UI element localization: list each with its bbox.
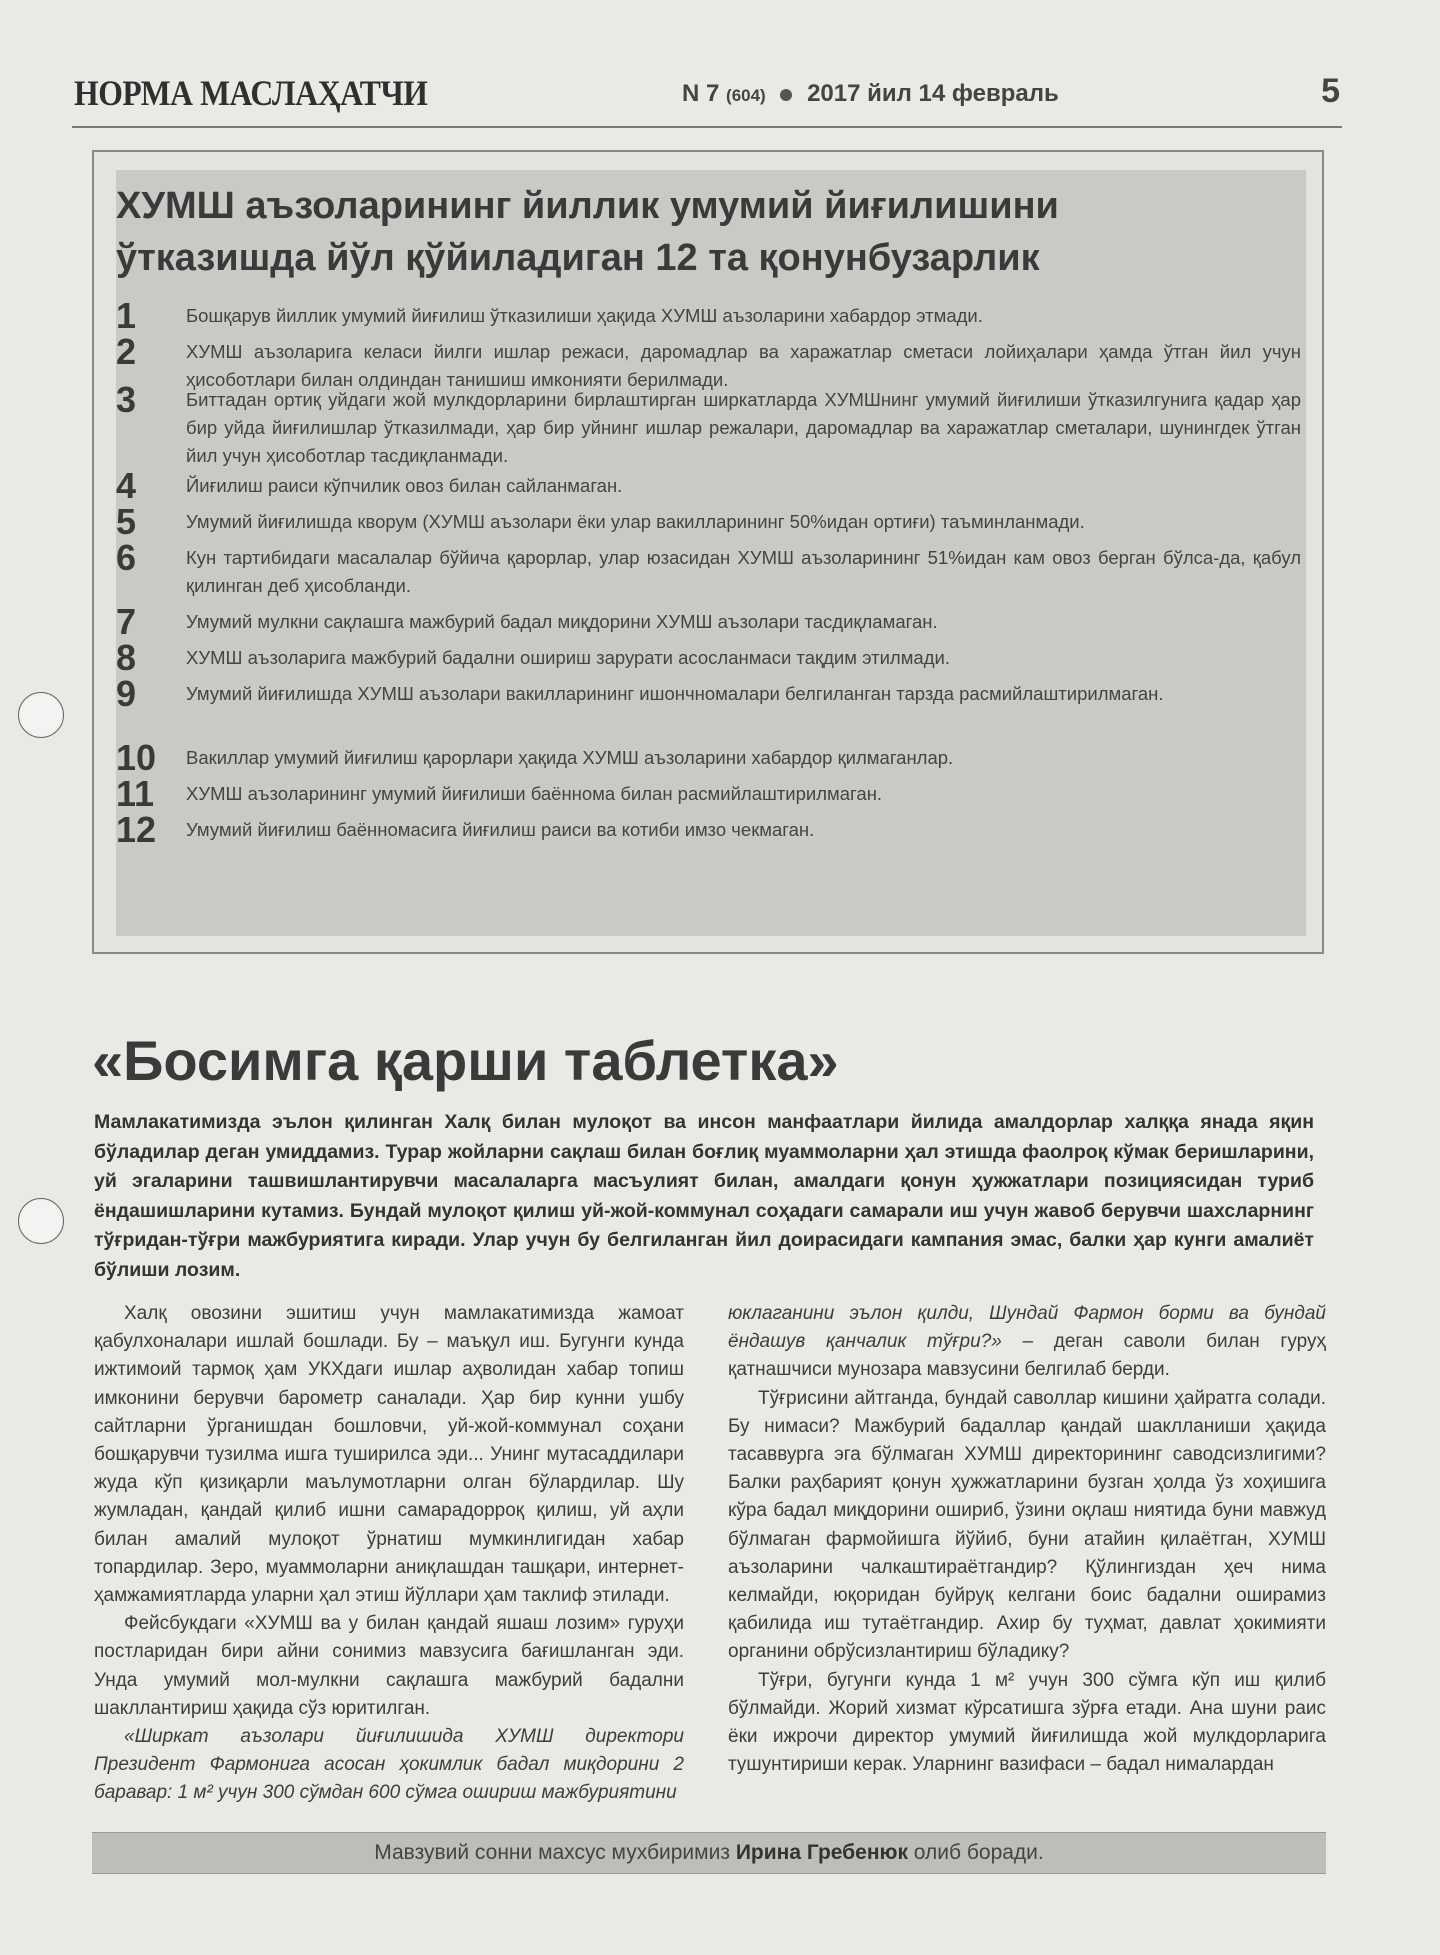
paragraph: Тўғрисини айтганда, бундай саволлар кишини ҳайратга солади. Бу нимаси? Мажбурий бадаллар қандай шаклланиши ҳақида тасаввурга эга бўлмаган ХУМШ директорининг саводсизлигими? Балки раҳбарият қонун ҳужжатларини бузган ҳолда ўз хоҳишига кўра бадал миқдорини ошириб, ўзини оқлаш ниятида буни мавжуд бўлмаган фармойишга йўйиб, буни атайин қилаётган, ХУМШ аъзоларини чалкаштираётгандир? Қўлингиздан ҳеч нима келмайди, юқоридан буйруқ келгани боис бадални оширамиз қабилида иш тутаётгандир. Ахир бу туҳмат, давлат ҳокимияти органини обрўсизлантириш бўладику? [728,1387,1326,1663]
paragraph: Тўғри, бугунги кунда 1 м² учун 300 сўмга кўп иш қилиб бўлмайди. Жорий хизмат кўрсатишга зўрға етади. Ана шуни раис ёки ижрочи директор умумий йиғилишда жой мулкдорларига тушунтириши керак. Уларнинг вазифаси – бадал нималардан [728,1669,1326,1776]
violation-text: Кун тартибидаги масалалар бўйича қарорлар, улар юзасидан ХУМШ аъзоларининг 51%идан кам овоз берган бўлса-да, қабул қилинган деб ҳисобланди. [186,547,1301,596]
violation-number: 3 [116,379,137,420]
punch-hole-icon [18,692,64,738]
violation-number: 12 [116,809,157,850]
article-lead: Мамлакатимизда эълон қилинган Халқ билан мулоқот ва инсон манфаатлари йилида амалдорлар халққа янада яқин бўладилар деган умиддамиз. Турар жойларни сақлаш билан боғлиқ муаммоларни ҳал этишда фаолроқ кўмак беришларини, уй эгаларини ташвишлантирувчи масалаларга масъулият билан, амалдаги қонун ҳужжатлари позициясидан туриб ёндашишларини кутамиз. Бундай мулоқот қилиш уй-жой-коммунал соҳадаги самарали иш учун жавоб берувчи шахсларнинг тўғридан-тўғри мажбуриятига киради. Улар учун бу белгиланган йил доирасидаги кампания эмас, балки ҳар кунги амалиёт бўлиши лозим. [94,1111,1314,1281]
violation-number: 10 [116,737,157,778]
paragraph [728,1300,1326,1385]
issue-info [682,80,1059,108]
paragraph: «Ширкат аъзолари йиғилишида ХУМШ директори Президент Фармонига асосан ҳокимлик бадал миқдорини 2 баравар: 1 м² учун 300 сўмдан 600 сўмга ошириш мажбуриятини [94,1726,684,1804]
issue-date: 2017 йил 14 февраль [807,80,1059,107]
bullet-icon [780,89,792,101]
article-column-right [728,1300,1326,1779]
masthead [72,66,1342,128]
author-footer [92,1832,1326,1874]
violation-text: Умумий йиғилиш баённомасига йиғилиш раиси ва котиби имзо чекмаган. [186,819,815,840]
violation-text: ХУМШ аъзоларининг умумий йиғилиши баённома билан расмийлаштирилмаган. [186,783,883,804]
paragraph: Халқ овозини эшитиш учун мамлакатимизда жамоат қабулхоналари ишлай бошлади. Бу – маъқул иш. Бугунги кунда ижтимоий тармоқ ҳам УКХдаги ишлар аҳволидан хабар топиш имконини берувчи барометр саналади. Ҳар бир кунни ушбу сайтларни ўрганишдан бошловчи, уй-жой-коммунал соҳани бошқарувчи тузилма ишга туширилса эди... Унинг мутасаддилари жуда кўп қизиқарли маълумотларни олган бўлардилар. Шу жумладан, қандай қилиб ишни самарадорроқ қилиш, уй аҳли билан амалий мулоқот ўрнатиш мумкинлигидан хабар топардилар. Зеро, муаммоларни аниқлашдан ташқари, интернет-ҳамжамиятларда уларни ҳал этиш йўллари ҳам таклиф этилади. [94,1303,684,1607]
violations-box-inner [116,170,1306,936]
box-title-line: ХУМШ аъзоларининг йиллик умумий йиғилишини [116,185,1059,227]
violation-number: 4 [116,465,137,506]
punch-hole-icon [18,1198,64,1244]
quote-text: юклаганини эълон қилди, Шундай Фармон борми ва бундай ёндашув қанчалик тўғри?» [728,1303,1326,1353]
footer-text: Мавзувий сонни махсус мухбиримиз [374,1841,736,1864]
violation-text: Биттадан ортиқ уйдаги жой мулкдорларини бирлаштирган ширкатларда ХУМШнинг умумий йиғилиши ўтказилгунига қадар ҳар бир уйда йиғилишлар ўтказилмади, ҳар бир уйнинг ишлар режалари, даромадлар ва харажатлар сметалари, шунингдек ўтган йил учун ҳисоботлар тасдиқланмади. [186,389,1301,466]
violations-box [92,150,1324,954]
violation-number: 11 [116,773,155,814]
violation-text: Умумий йиғилишда кворум (ХУМШ аъзолари ёки улар вакилларининг 50%идан ортиғи) таъминланмади. [186,511,1085,532]
box-title [116,180,1216,284]
paragraph: Фейсбукдаги «ХУМШ ва у билан қандай яшаш лозим» гуруҳи постларидан бири айни сонимиз мавзусига бағишланган эди. Унда умумий мол-мулкни сақлашга мажбурий бадални шакллантириш ҳақида сўз юритилган. [94,1613,684,1719]
violation-number: 6 [116,537,137,578]
article-column-left [94,1300,684,1808]
violation-text: Йиғилиш раиси кўпчилик овоз билан сайланмаган. [186,475,623,496]
page-number: 5 [1321,72,1340,110]
violation-number: 9 [116,673,137,714]
violation-number: 5 [116,501,137,542]
violation-number: 7 [116,601,137,642]
author-name: Ирина Гребенюк [735,1841,908,1864]
issue-total: (604) [726,86,766,105]
violation-number: 8 [116,637,137,678]
violation-text: Бошқарув йиллик умумий йиғилиш ўтказилиши ҳақида ХУМШ аъзоларини хабардор этмади. [186,305,983,326]
box-title-line: ўтказишда йўл қўйиладиган 12 та қонунбузарлик [116,237,1040,279]
newspaper-logo: НОРМА МАСЛАҲАТЧИ [74,73,428,113]
violation-number: 1 [116,295,137,336]
violation-text: Умумий мулкни сақлашга мажбурий бадал миқдорини ХУМШ аъзолари тасдиқламаган. [186,611,938,632]
article-headline: «Босимга қарши таблетка» [92,1029,839,1092]
paragraph-text: – деган саволи билан гуруҳ қатнашчиси мунозара мавзусини белгилаб берди. [728,1331,1326,1381]
violation-text: Вакиллар умумий йиғилиш қарорлари ҳақида ХУМШ аъзоларини хабардор қилмаганлар. [186,747,954,768]
footer-text: олиб боради. [907,1841,1044,1864]
violation-text: ХУМШ аъзоларига келаси йилги ишлар режаси, даромадлар ва харажатлар сметаси лойиҳалари ҳамда ўтган йил учун ҳисоботлари билан олдиндан танишиш имконияти берилмади. [186,341,1301,390]
violation-number: 2 [116,331,137,372]
violation-text: Умумий йиғилишда ХУМШ аъзолари вакилларининг ишончномалари белгиланган тарзда расмийлаштирилмаган. [186,683,1164,704]
violation-text: ХУМШ аъзоларига мажбурий бадални ошириш зарурати асосланмаси тақдим этилмади. [186,647,950,668]
issue-number: N 7 [682,80,720,107]
